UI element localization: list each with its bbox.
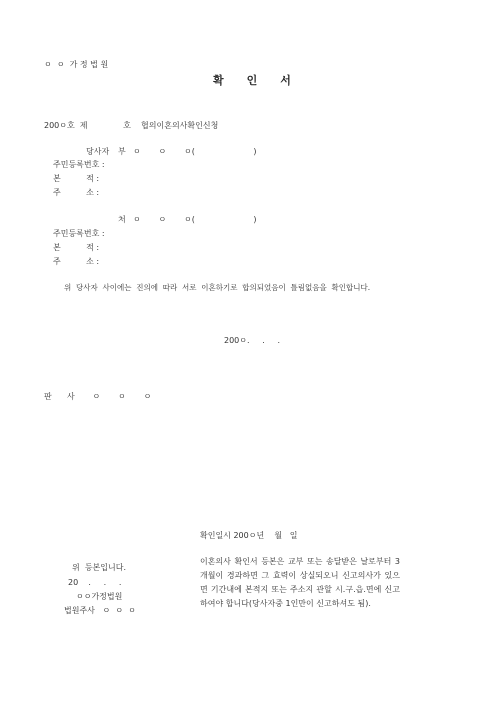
validity-notice: 이혼의사 확인서 등본은 교부 또는 송달받은 날로부터 3개월이 경과하면 그 효력이 상실되오니 신고의사가 있으면 기간내에 본적지 또는 주소지 관할 시.구.읍.면에 신고하여야 합니다(당사자중 1인만이 신고하셔도 됨). [200,557,400,608]
confirmation-date: 확인일시 200ㅇ년 월 일 [200,531,298,540]
case-number-line: 200ㅇ호 제 호 협의이혼의사확인신청 [44,121,219,130]
wife-role: 처 [118,215,126,224]
certified-copy-line: 위 등본입니다. [72,563,126,572]
wife-address: 주 소 : [53,257,100,266]
husband-name: ㅇ ㅇ ㅇ( ) [133,147,257,156]
wife-name: ㅇ ㅇ ㅇ( ) [133,215,257,224]
husband-registered-domicile: 본 적 : [53,174,100,183]
party-label: 당사자 [86,147,110,156]
document-title: 확 인 서 [213,74,291,87]
certified-copy-court: ㅇㅇ가정법원 [76,592,123,601]
husband-address: 주 소 : [53,188,100,197]
wife-registered-domicile: 본 적 : [53,243,100,252]
court-name: ㅇ ㅇ 가 정 법 원 [44,60,109,69]
issue-date: 200ㅇ. . . [224,336,281,345]
certified-copy-date: 20 . . . [68,578,122,587]
husband-resident-number: 주민등록번호 : [53,160,105,169]
husband-role: 부 [118,147,126,156]
wife-resident-number: 주민등록번호 : [53,229,105,238]
judge-signature: 판 사 ㅇ ㅇ ㅇ [44,392,152,401]
confirmation-statement: 위 당사자 사이에는 진의에 따라 서로 이혼하기로 합의되었음이 틀림없음을 확인합니다. [64,283,371,292]
court-clerk-signature: 법원주사 ㅇ ㅇ ㅇ [64,606,136,615]
